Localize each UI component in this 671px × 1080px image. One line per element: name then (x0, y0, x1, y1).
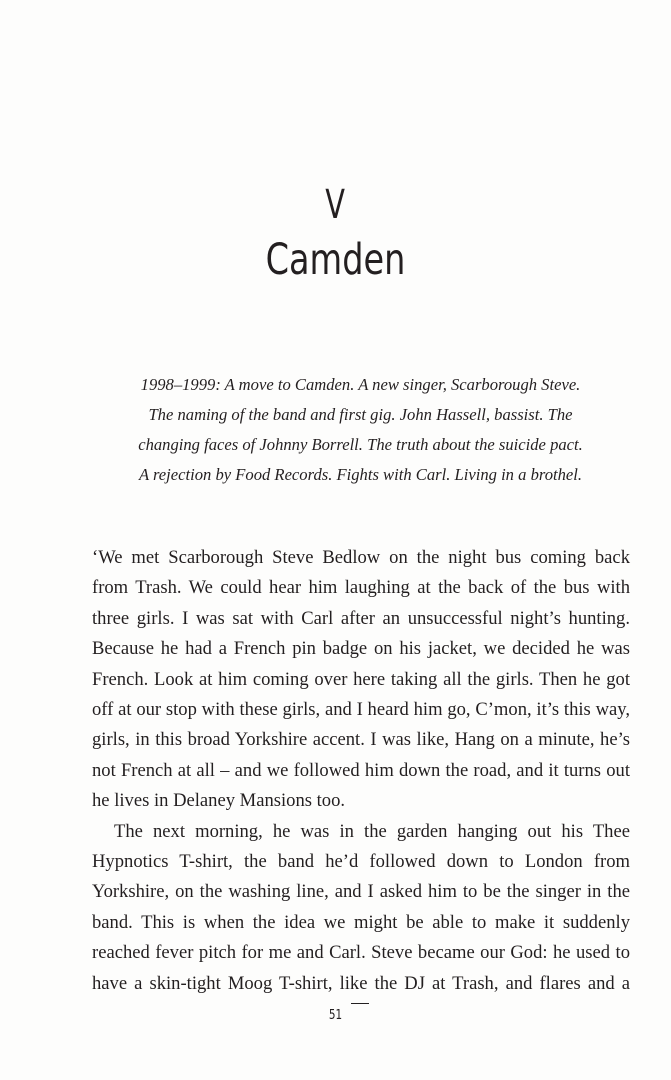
chapter-title: Camden (265, 235, 406, 285)
body-text (92, 543, 630, 999)
text-line: he lives in Delaney Mansions too. (92, 790, 346, 812)
synopsis-line: The naming of the band and first gig. John Hassell, bassist. The (148, 405, 573, 424)
text-line: girls, in this broad Yorkshire accent. I was like, Hang on a minute, he’s (92, 729, 630, 751)
text-line: off at our stop with these girls, and I heard him go, C’mon, it’s this way, (92, 699, 630, 721)
text-line: band. This is when the idea we might be able to make it suddenly (92, 911, 630, 933)
text-line: have a skin-tight Moog T-shirt, like the DJ at Trash, and flares and a (92, 972, 630, 994)
text-line: The next morning, he was in the garden hanging out his Thee (114, 820, 630, 842)
text-line: French. Look at him coming over here taking all the girls. Then he got (92, 668, 630, 690)
text-line: from Trash. We could hear him laughing at the back of the bus with (92, 577, 630, 599)
text-line: three girls. I was sat with Carl after an unsuccessful night’s hunting. (92, 607, 630, 629)
synopsis-line: A rejection by Food Records. Fights with Carl. Living in a brothel. (138, 465, 583, 484)
page-number: 51 (328, 1008, 343, 1023)
text-line: not French at all – and we followed him down the road, and it turns out (92, 759, 630, 781)
paragraph (92, 817, 630, 999)
text-line: ‘We met Scarborough Steve Bedlow on the night bus coming back (92, 547, 630, 568)
text-line: Hypnotics T-shirt, the band he’d followed down to London from (92, 851, 630, 873)
paragraph (92, 543, 630, 817)
page-number-rule (351, 1003, 369, 1004)
synopsis-line: 1998–1999: A move to Camden. A new singer, Scarborough Steve. (140, 375, 581, 394)
chapter-number: V (325, 182, 346, 228)
synopsis-line: changing faces of Johnny Borrell. The truth about the suicide pact. (138, 435, 583, 454)
text-line: Because he had a French pin badge on his jacket, we decided he was (92, 638, 630, 660)
text-line: Yorkshire, on the washing line, and I asked him to be the singer in the (92, 881, 630, 903)
text-line: reached fever pitch for me and Carl. Steve became our God: he used to (92, 942, 630, 964)
chapter-synopsis (118, 370, 603, 490)
